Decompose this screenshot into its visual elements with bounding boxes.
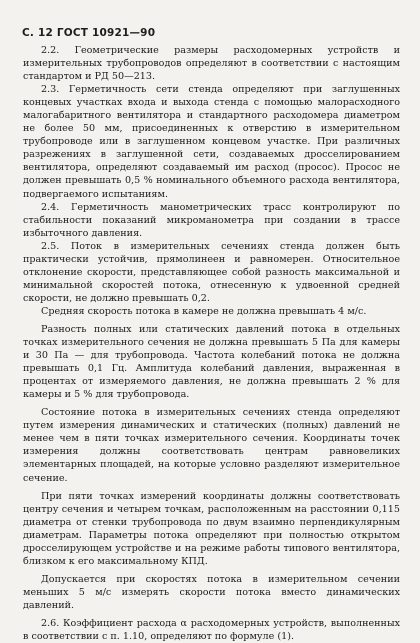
paragraph-2-6: 2.6. Коэффициент расхода α расходомерных устройств, выполненных в соответствии с п. 1.10, определяют по формуле (1). <box>23 617 400 643</box>
page-header: С. 12 ГОСТ 10921—90 <box>22 27 156 39</box>
paragraph-2-3: 2.3. Герметичность сети стенда определяют при заглушенных концевых участках входа и выхода стенда с помощью малорасходного малогабаритного вентилятора и стандартного расходомера диаметром не более 50 мм, присоединенных к отверстию в измерительном трубопроводе или в заглушенном концевом участке. При различных разрежениях в заглушенной сети, создаваемых дросселированием вентилятора, определяют создаваемый им расход (просос). Просос не должен превышать 0,5 % номинального объемного расхода вентилятора, подвергаемого испытаниям. <box>23 84 400 200</box>
paragraph-five-points: При пяти точках измерений координаты должны соответствовать центру сечения и четырем точкам, расположенным на расстоянии 0,115 диаметра от стенки трубопровода по двум взаимно перпендикулярным диаметрам. Параметры потока определяют при полностью открытом дросселирующем устройстве и на режиме работы типового вентилятора, близком к его максимальному КПД. <box>23 490 400 567</box>
paragraph-2-2: 2.2. Геометрические размеры расходомерных устройств и измерительных трубопроводов определяют в соответствии с настоящим стандартом и РД 50—213. <box>23 45 400 83</box>
paragraph-flow-state: Состояние потока в измерительных сечениях стенда определяют путем измерения динамических и статических (полных) давлений не менее чем в пяти точках измерительного сечения. Координаты точек измерения должны соответствовать центрам равновеликих элементарных площадей, на которые условно разделяют измерительное сечение. <box>23 407 400 484</box>
paragraph-low-speed: Допускается при скоростях потока в измерительном сечении меньших 5 м/с измерять скорости потока вместо динамических давлений. <box>23 573 400 611</box>
paragraph-average-speed: Средняя скорость потока в камере не должна превышать 4 м/с. <box>41 305 367 317</box>
paragraph-2-4: 2.4. Герметичность манометрических трасс контролируют по стабильности показаний микроманометра при создании в трассе избыточного давления. <box>23 201 400 239</box>
paragraph-2-5: 2.5. Поток в измерительных сечениях стенда должен быть практически устойчив, прямолинеен и равномерен. Относительное отклонение скорости, представляющее собой разность максимальной и минимальной скоростей потока, отнесенную к удвоенной средней скорости, не должно превышать 0,2. <box>23 240 400 304</box>
paragraph-pressure-difference: Разность полных или статических давлений потока в отдельных точках измерительного сечения не должна превышать 5 Па для камеры и 30 Па — для трубопровода. Частота колебаний потока не должна превышать 0,1 Гц. Амплитуда колебаний давления, выраженная в процентах от измеряемого давления, не должна превышать 2 % для камеры и 5 % для трубопровода. <box>23 323 400 401</box>
document-body <box>23 44 400 643</box>
